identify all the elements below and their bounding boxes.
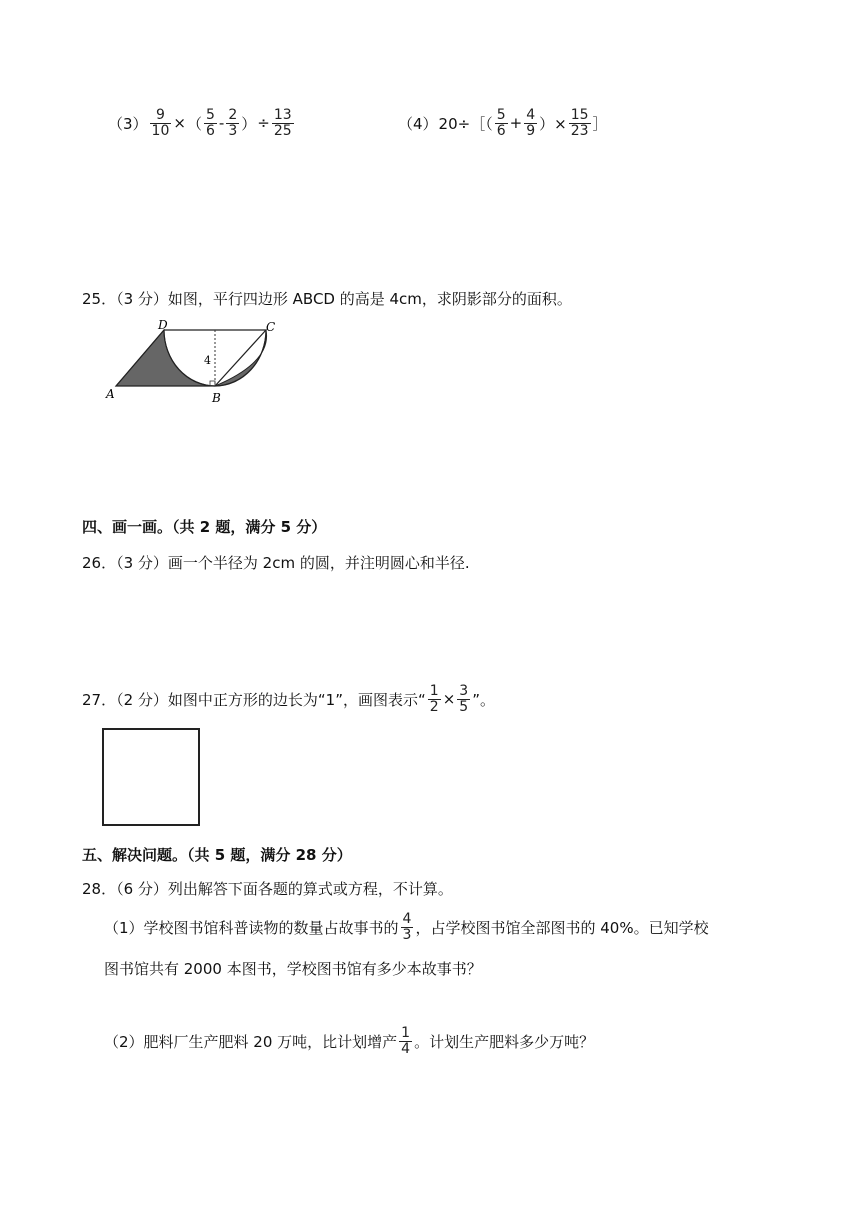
fraction: $\frac{5}{6}$: [496, 107, 506, 139]
question-28-part1-line2: 图书馆共有 2000 本图书，学校图书馆有多少本故事书？: [104, 960, 482, 978]
fraction: $\frac{5}{6}$: [205, 107, 215, 139]
fraction: $\frac{3}{5}$: [459, 683, 469, 715]
part-label: （4）: [398, 114, 438, 133]
fraction: $\frac{15}{23}$: [570, 107, 589, 139]
question-28-part2: [104, 1026, 594, 1056]
question-27-text: [82, 684, 495, 714]
q24-part3-expression: [108, 108, 295, 138]
unit-square: [102, 728, 200, 826]
fraction: $\frac{1}{2}$: [429, 683, 439, 715]
fraction: $\frac{1}{4}$: [401, 1025, 411, 1057]
paren: ）: [241, 114, 257, 133]
vertex-label-c: C: [266, 320, 276, 334]
section-4-title: 四、画一画。（共 2 题，满分 5 分）: [82, 518, 327, 536]
question-25-text: 25．（3 分）如图，平行四边形 ABCD 的高是 4cm，求阴影部分的面积。: [82, 290, 572, 308]
question-28-text: 28．（6 分）列出解答下面各题的算式或方程，不计算。: [82, 880, 453, 898]
question-text: ，占学校图书馆全部图书的 40%。已知学校: [415, 918, 709, 937]
fraction: $\frac{13}{25}$: [273, 107, 292, 139]
operator: ×: [442, 690, 456, 709]
question-text: （2）肥料厂生产肥料 20 万吨，比计划增产: [104, 1032, 398, 1051]
paren: （: [186, 114, 202, 133]
parallelogram-figure: [100, 318, 280, 408]
fraction: $\frac{4}{3}$: [402, 911, 412, 943]
operator: +: [509, 114, 523, 133]
question-text: ”。: [472, 690, 495, 709]
vertex-label-a: A: [106, 387, 115, 401]
question-26-text: 26．（3 分）画一个半径为 2cm 的圆，并注明圆心和半径.: [82, 554, 470, 572]
vertex-label-d: D: [158, 318, 168, 332]
expression-text: ］: [592, 114, 608, 133]
vertex-label-b: B: [212, 391, 221, 405]
expression-text: 20÷［（: [438, 114, 493, 133]
fraction: $\frac{4}{9}$: [526, 107, 536, 139]
height-label: 4: [204, 354, 211, 367]
expression-text: ）×: [539, 114, 567, 133]
question-text: 27．（2 分）如图中正方形的边长为“1”，画图表示“: [82, 690, 426, 709]
operator: -: [218, 114, 225, 133]
q24-part4-expression: [398, 108, 608, 138]
fraction: $\frac{9}{10}$: [151, 107, 170, 139]
fraction: $\frac{2}{3}$: [228, 107, 238, 139]
question-text: （1）学校图书馆科普读物的数量占故事书的: [104, 918, 399, 937]
operator: ×: [173, 114, 186, 133]
question-text: 。计划生产肥料多少万吨？: [414, 1032, 595, 1051]
section-5-title: 五、解决问题。（共 5 题，满分 28 分）: [82, 846, 352, 864]
part-label: （3）: [108, 114, 148, 133]
question-28-part1: [104, 912, 709, 942]
operator: ÷: [257, 114, 270, 133]
